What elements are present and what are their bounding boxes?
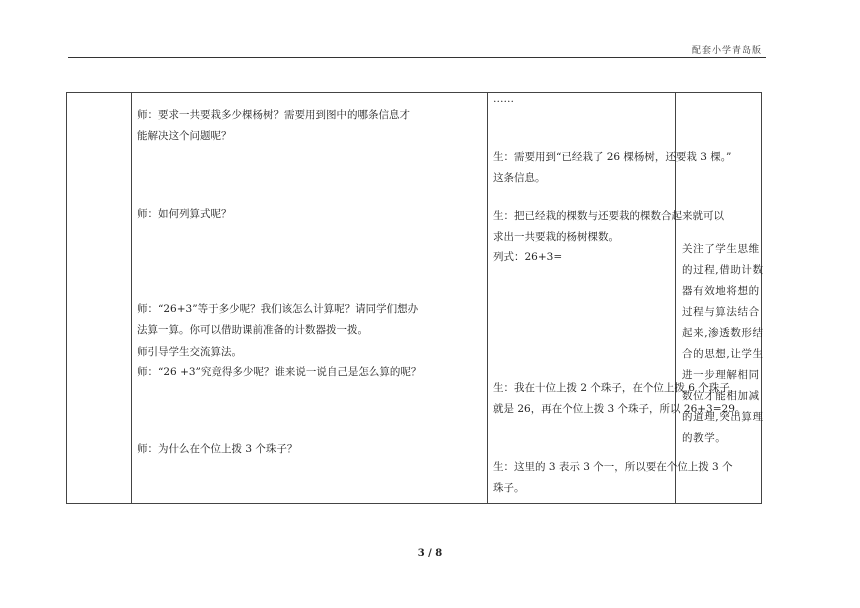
student-line: 就是 26，再在个位上拨 3 个珠子，所以 26+3=29。 <box>493 403 746 415</box>
teacher-line: 师：如何列算式呢？ <box>137 208 232 220</box>
design-note-line: 关注了学生思维 <box>682 243 760 255</box>
student-line: 求出一共要栽的杨树棵数。 <box>493 231 619 243</box>
design-note-line: 过程与算法结合 <box>682 306 760 318</box>
teacher-column <box>132 93 488 503</box>
header-rule <box>68 57 766 58</box>
design-note-line: 器有效地将想的 <box>682 285 760 297</box>
teacher-line: 能解决这个问题呢？ <box>137 130 232 142</box>
student-line: 生：这里的 3 表示 3 个一，所以要在个位上拨 3 个 <box>493 461 733 473</box>
teacher-line: 师：“26+3”等于多少呢？我们该怎么计算呢？请同学们想办 <box>137 303 419 315</box>
student-line: …… <box>493 93 514 105</box>
stage-column <box>67 93 132 503</box>
design-note-column <box>676 93 764 503</box>
design-note-line: 合的思想,让学生 <box>682 348 764 360</box>
student-line: 生：把已经栽的棵数与还要栽的棵数合起来就可以 <box>493 210 724 222</box>
student-line: 生：需要用到“已经栽了 26 棵杨树，还要栽 3 棵。” <box>493 151 732 163</box>
design-note-line: 的道理,突出算理 <box>682 411 764 423</box>
student-line: 珠子。 <box>493 482 525 494</box>
teacher-line: 法算一算。你可以借助课前准备的计数器拨一拨。 <box>137 324 368 336</box>
design-note <box>682 239 764 449</box>
design-note-line: 数位才能相加减 <box>682 390 760 402</box>
teacher-line: 师：为什么在个位上拨 3 个珠子？ <box>137 443 298 455</box>
student-line: 生：我在十位上拨 2 个珠子，在个位上拨 6 个珠子， <box>493 382 741 394</box>
student-line: 列式：26+3= <box>493 251 563 263</box>
header-text: 配套小学青岛版 <box>691 46 762 56</box>
design-note-line: 起来,渗透数形结 <box>682 327 764 339</box>
lesson-table <box>66 92 762 504</box>
design-note-line: 进一步理解相同 <box>682 369 760 381</box>
teacher-line: 师：“26 +3”究竟得多少呢？谁来说一说自己是怎么算的呢？ <box>137 366 422 378</box>
student-line: 这条信息。 <box>493 172 546 184</box>
teacher-line: 师：要求一共要栽多少棵杨树？需要用到图中的哪条信息才 <box>137 109 410 121</box>
design-note-line: 的过程,借助计数 <box>682 264 764 276</box>
teacher-line: 师引导学生交流算法。 <box>137 346 242 358</box>
design-note-line: 的教学。 <box>682 432 727 444</box>
page-number: 3 / 8 <box>417 548 443 559</box>
